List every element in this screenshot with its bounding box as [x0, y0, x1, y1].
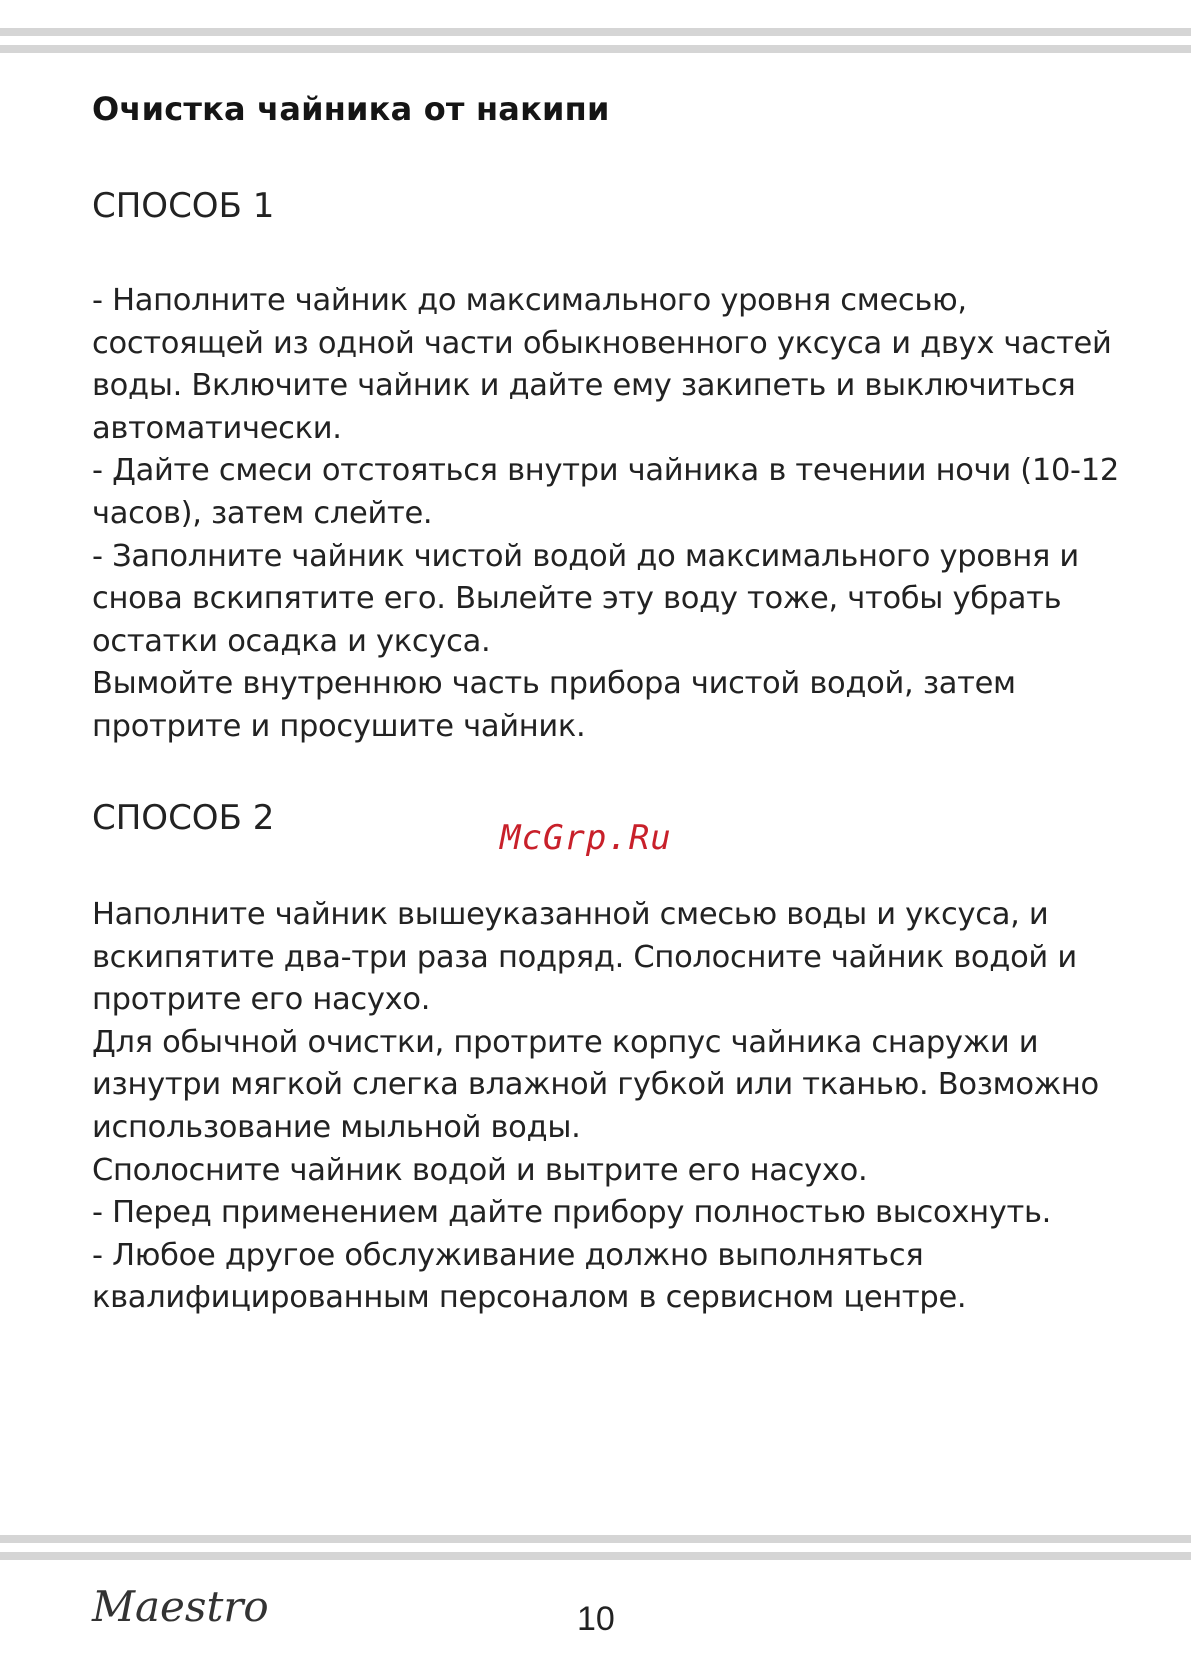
method2-line: Наполните чайник вышеуказанной смесью воды и уксуса, и: [92, 897, 1049, 932]
method1-line: протрите и просушите чайник.: [92, 708, 586, 744]
method2-line: Сполосните чайник водой и вытрите его насухо.: [92, 1152, 868, 1188]
watermark: McGrp.Ru: [500, 818, 672, 858]
method1-line: воды. Включите чайник и дайте ему закипеть и выключиться: [92, 368, 1076, 404]
method1-line: Вымойте внутреннюю часть прибора чистой водой, затем: [92, 666, 1016, 702]
top-rule-1: [0, 28, 1191, 36]
method2-line: изнутри мягкой слегка влажной губкой или тканью. Возможно: [92, 1067, 1099, 1103]
brand-logo: Maestro: [92, 1582, 269, 1631]
method1-line: состоящей из одной части обыкновенного уксуса и двух частей: [92, 325, 1112, 361]
method2-title: СПОСОБ 2: [92, 798, 275, 838]
method1-line: - Дайте смеси отстояться внутри чайника в течении ночи (10-12: [92, 453, 1119, 489]
method2-line: - Любое другое обслуживание должно выполняться: [92, 1237, 924, 1273]
method1-line: - Наполните чайник до максимального уровня смесью,: [92, 283, 967, 318]
method1-line: снова вскипятите его. Вылейте эту воду тоже, чтобы убрать: [92, 581, 1062, 617]
method1-line: часов), затем слейте.: [92, 495, 433, 531]
page-heading: Очистка чайника от накипи: [92, 90, 610, 128]
bottom-rule-1: [0, 1535, 1191, 1543]
bottom-rule-2: [0, 1552, 1191, 1560]
method2-line: использование мыльной воды.: [92, 1109, 581, 1145]
method2-line: квалифицированным персоналом в сервисном центре.: [92, 1280, 967, 1316]
method2-line: вскипятите два-три раза подряд. Сполосните чайник водой и: [92, 939, 1077, 975]
method2-line: протрите его насухо.: [92, 982, 431, 1018]
top-rule-2: [0, 45, 1191, 53]
method1-title: СПОСОБ 1: [92, 186, 275, 226]
page-number: 10: [577, 1600, 615, 1638]
method1-line: автоматически.: [92, 410, 342, 446]
method1-body: [92, 280, 1119, 749]
method1-line: - Заполните чайник чистой водой до максимального уровня и: [92, 538, 1079, 574]
method2-line: Для обычной очистки, протрите корпус чайника снаружи и: [92, 1024, 1039, 1060]
method2-body: [92, 894, 1112, 1320]
method1-line: остатки осадка и уксуса.: [92, 623, 491, 659]
method2-line: - Перед применением дайте прибору полностью высохнуть.: [92, 1195, 1052, 1231]
